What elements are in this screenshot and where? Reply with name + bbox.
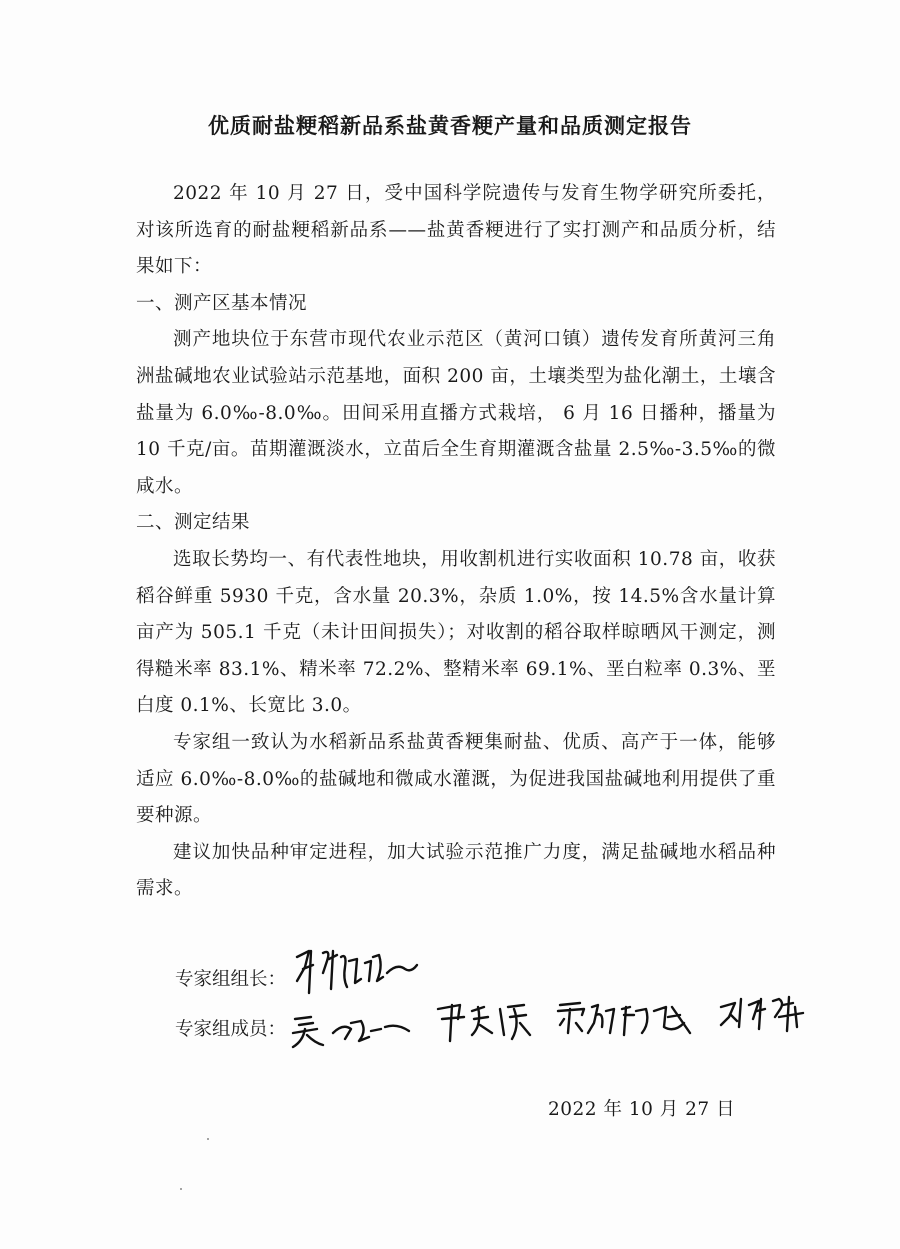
signature-block [175, 955, 855, 1065]
report-body [136, 176, 776, 908]
members-label: 专家组成员： [175, 1019, 287, 1040]
section-2-paragraph-results: 选取长势均一、有代表性地块，用收割机进行实收面积 10.78 亩，收获稻谷鲜重 5930 千克，含水量 20.3%，杂质 1.0%，按 14.5%含水量计算亩产为 505.1 千克（未计田间损失）；对收割的稻谷取样晾晒风干测定，测得糙米率 83.1%、精米率 72.2%、整精米率 69.1%、垩白粒率 0.3%、垩白度 0.1%、长宽比 3.0。 [136, 548, 776, 717]
section-1-heading: 一、测产区基本情况 [136, 292, 308, 314]
intro-paragraph: 2022 年 10 月 27 日，受中国科学院遗传与发育生物学研究所委托，对该所选育的耐盐粳稻新品系——盐黄香粳进行了实打测产和品质分析，结果如下： [136, 183, 776, 278]
scan-speck [180, 1188, 182, 1190]
member-signature-1 [285, 1005, 415, 1055]
section-1-paragraph: 测产地块位于东营市现代农业示范区（黄河口镇）遗传发育所黄河三角洲盐碱地农业试验站示范基地，面积 200 亩，土壤类型为盐化潮土，土壤含盐量为 6.0‰-8.0‰。田间采用直播方式栽培， 6 月 16 日播种，播量为 10 千克/亩。苗期灌溉淡水，立苗后全生育期灌溉含盐量 2.5‰-3.5‰的微咸水。 [136, 329, 776, 497]
leader-signature [287, 943, 427, 1003]
member-signature-2 [430, 995, 540, 1051]
section-2-paragraph-suggestion: 建议加快品种审定进程，加大试验示范推广力度，满足盐碱地水稻品种需求。 [136, 841, 776, 900]
report-title: 优质耐盐粳稻新品系盐黄香粳产量和品质测定报告 [208, 113, 692, 138]
section-2-paragraph-conclusion: 专家组一致认为水稻新品系盐黄香粳集耐盐、优质、高产于一体，能够适应 6.0‰-8.0‰的盐碱地和微咸水灌溉，为促进我国盐碱地利用提供了重要种源。 [136, 731, 776, 827]
leader-label: 专家组组长： [175, 969, 287, 990]
scan-speck [207, 1138, 209, 1140]
report-date: 2022 年 10 月 27 日 [548, 1099, 736, 1120]
member-signature-4 [713, 987, 823, 1043]
member-signature-3 [550, 993, 700, 1053]
section-2-heading: 二、测定结果 [136, 512, 251, 534]
